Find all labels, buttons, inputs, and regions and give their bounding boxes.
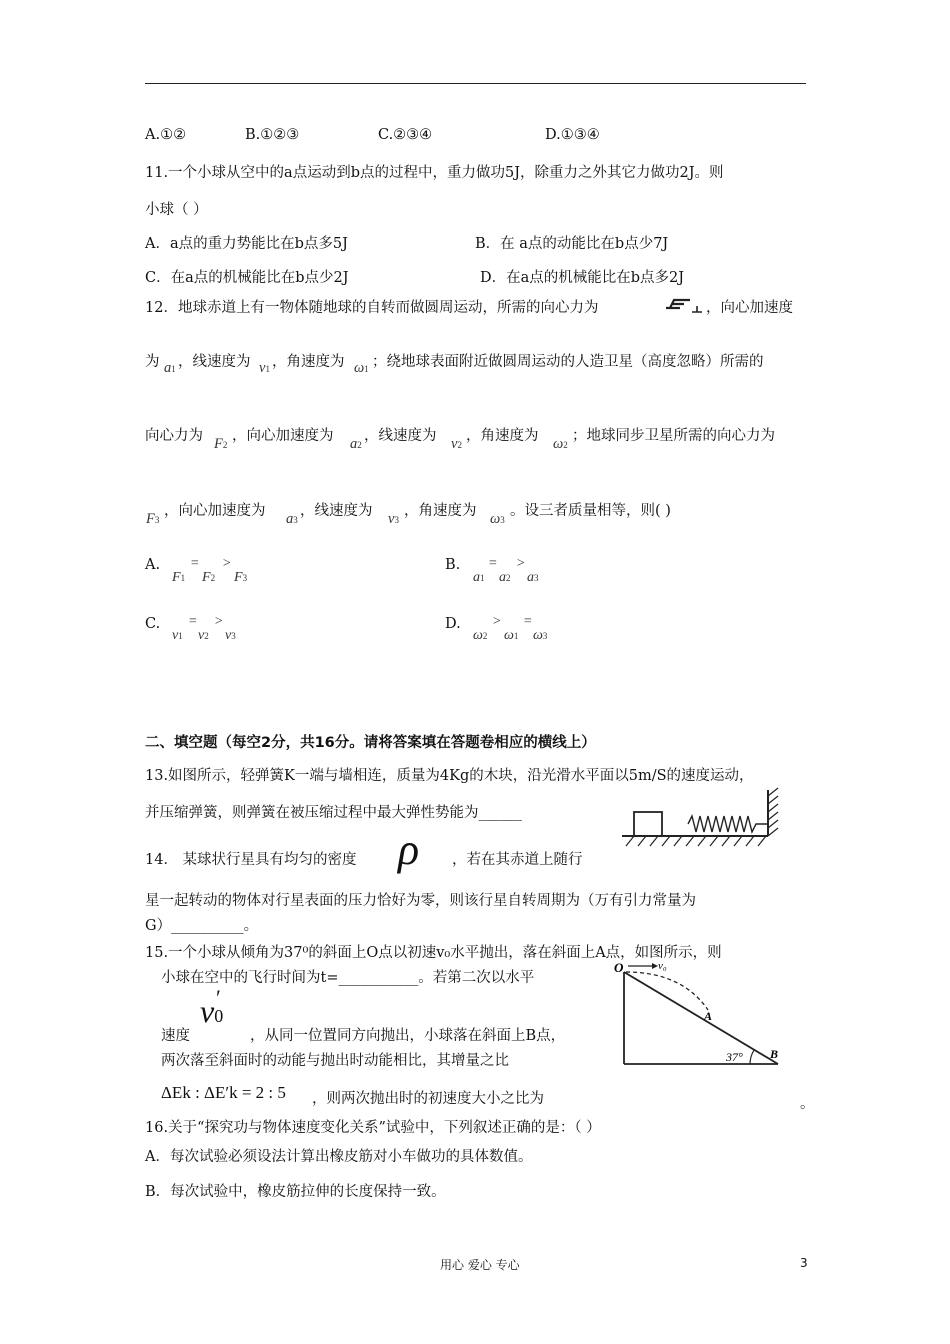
section-heading-fill-blank: 二、填空题（每空2分，共16分。请将答案填在答题卷相应的横线上） — [145, 735, 596, 751]
q12-f2: F2 — [214, 436, 228, 452]
fig-label-a: A — [704, 1009, 713, 1023]
q14-line2: 星一起转动的物体对行星表面的压力恰好为零，则该行星自转周期为（万有引力常量为 — [145, 893, 696, 909]
q11-option-a: A．a点的重力势能比在b点多5J — [145, 236, 348, 252]
q15-line5-end: 。 — [800, 1096, 815, 1112]
q11-stem-line1: 11.一个小球从空中的a点运动到b点的过程中，重力做功5J，除重力之外其它力做功2J。则 — [145, 165, 724, 181]
q12-line3-d: ，角速度为 — [466, 428, 539, 444]
q12-line4-b: ，向心加速度为 — [164, 503, 266, 519]
q12-v3: v3 — [388, 511, 399, 527]
q11-option-d: D．在a点的机械能比在b点多2J — [480, 270, 685, 286]
q12-a2: a2 — [350, 436, 362, 452]
page-number: 3 — [800, 1256, 808, 1270]
q11-stem-line2: 小球（ ） — [145, 202, 208, 218]
q15-line2: 小球在空中的飞行时间为t=___________。若第二次以水平 — [161, 970, 535, 986]
q16-option-a: A．每次试验必须设法计算出橡皮筋对小车做功的具体数值。 — [145, 1149, 533, 1165]
q12-f1-symbol — [662, 294, 704, 320]
q12-line3-b: ，向心加速度为 — [232, 428, 334, 444]
q12-a1: a1 — [164, 360, 176, 376]
q15-line3-a: 速度 — [161, 1028, 190, 1044]
q12-line2-c: ，角速度为 — [272, 354, 345, 370]
q10-option-b: B.①②③ — [245, 127, 300, 143]
q16-option-b: B．每次试验中，橡皮筋拉伸的长度保持一致。 — [145, 1184, 446, 1200]
q12-w3: ω3 — [490, 511, 505, 527]
q11-option-b: B．在 a点的动能比在b点少7J — [475, 236, 669, 252]
q12-option-b-label: B. — [445, 557, 461, 573]
footer-motto: 用心 爱心 专心 — [440, 1258, 520, 1272]
q12-a3: a3 — [286, 511, 298, 527]
q14-rho-symbol: ρ — [398, 825, 420, 874]
q12-line2-b: ，线速度为 — [178, 354, 251, 370]
q15-line1: 15.一个小球从倾角为37⁰的斜面上O点以初速v₀水平抛出，落在斜面上A点，如图所示，则 — [145, 945, 722, 961]
fig-label-angle: 37° — [726, 1050, 743, 1064]
q13-line2: 并压缩弹簧，则弹簧在被压缩过程中最大弹性势能为______ — [145, 805, 522, 821]
q15-line5: ，则两次抛出时的初速度大小之比为 — [312, 1091, 544, 1107]
q15-line3-b: ，从同一位置同方向抛出，小球落在斜面上B点， — [250, 1028, 566, 1044]
q12-line3-c: ，线速度为 — [364, 428, 437, 444]
q14-line3: G）__________。 — [145, 918, 259, 934]
q12-line3-e: ；地球同步卫星所需的向心力为 — [572, 428, 775, 444]
q15-ratio-expr: ΔEk : ΔE′k = 2 : 5 — [161, 1083, 286, 1102]
q10-option-d: D.①③④ — [545, 127, 600, 143]
fig-label-v0: v₀ — [658, 960, 667, 972]
q14-line1-b: ，若在其赤道上随行 — [452, 852, 583, 868]
q12-line1-end: ，向心加速度 — [706, 300, 793, 316]
q12-option-c-label: C. — [145, 616, 161, 632]
q12-v1: v1 — [259, 360, 270, 376]
incline-projectile-figure — [612, 958, 788, 1078]
spring-block-figure — [618, 786, 788, 862]
q12-w1: ω1 — [354, 360, 369, 376]
fig-label-o: O — [614, 960, 624, 975]
q13-line1: 13.如图所示，轻弹簧K一端与墙相连，质量为4Kg的木块，沿光滑水平面以5m/S的速度运动， — [145, 768, 754, 784]
q12-line2-d: ；绕地球表面附近做圆周运动的人造卫星（高度忽略）所需的 — [372, 354, 764, 370]
q12-option-a-label: A. — [145, 557, 161, 573]
q15-v0-prime: v0 ′ — [200, 985, 224, 1029]
q12-w2: ω2 — [553, 436, 568, 452]
q12-line2-a: 为 — [145, 354, 160, 370]
header-rule — [145, 83, 806, 84]
q16-stem: 16.关于“探究功与物体速度变化关系”试验中，下列叙述正确的是：（ ） — [145, 1120, 601, 1136]
q12-f3: F3 — [146, 511, 160, 527]
q12-line4-c: ，线速度为 — [300, 503, 373, 519]
fig-label-b: B — [770, 1047, 779, 1061]
q12-line4-e: 。设三者质量相等，则( ) — [510, 503, 671, 519]
q10-option-c: C.②③④ — [378, 127, 433, 143]
q12-option-d-label: D. — [445, 616, 461, 632]
q11-option-c: C．在a点的机械能比在b点少2J — [145, 270, 349, 286]
q14-line1-a: 14． 某球状行星具有均匀的密度 — [145, 852, 357, 868]
q12-v2: v2 — [451, 436, 462, 452]
q10-option-a: A.①② — [145, 127, 187, 143]
q12-line1: 12．地球赤道上有一物体随地球的自转而做圆周运动，所需的向心力为 — [145, 300, 599, 316]
q15-line4: 两次落至斜面时的动能与抛出时动能相比，其增量之比 — [161, 1053, 509, 1069]
q12-line3-a: 向心力为 — [145, 428, 203, 444]
q12-line4-d: ，角速度为 — [404, 503, 477, 519]
